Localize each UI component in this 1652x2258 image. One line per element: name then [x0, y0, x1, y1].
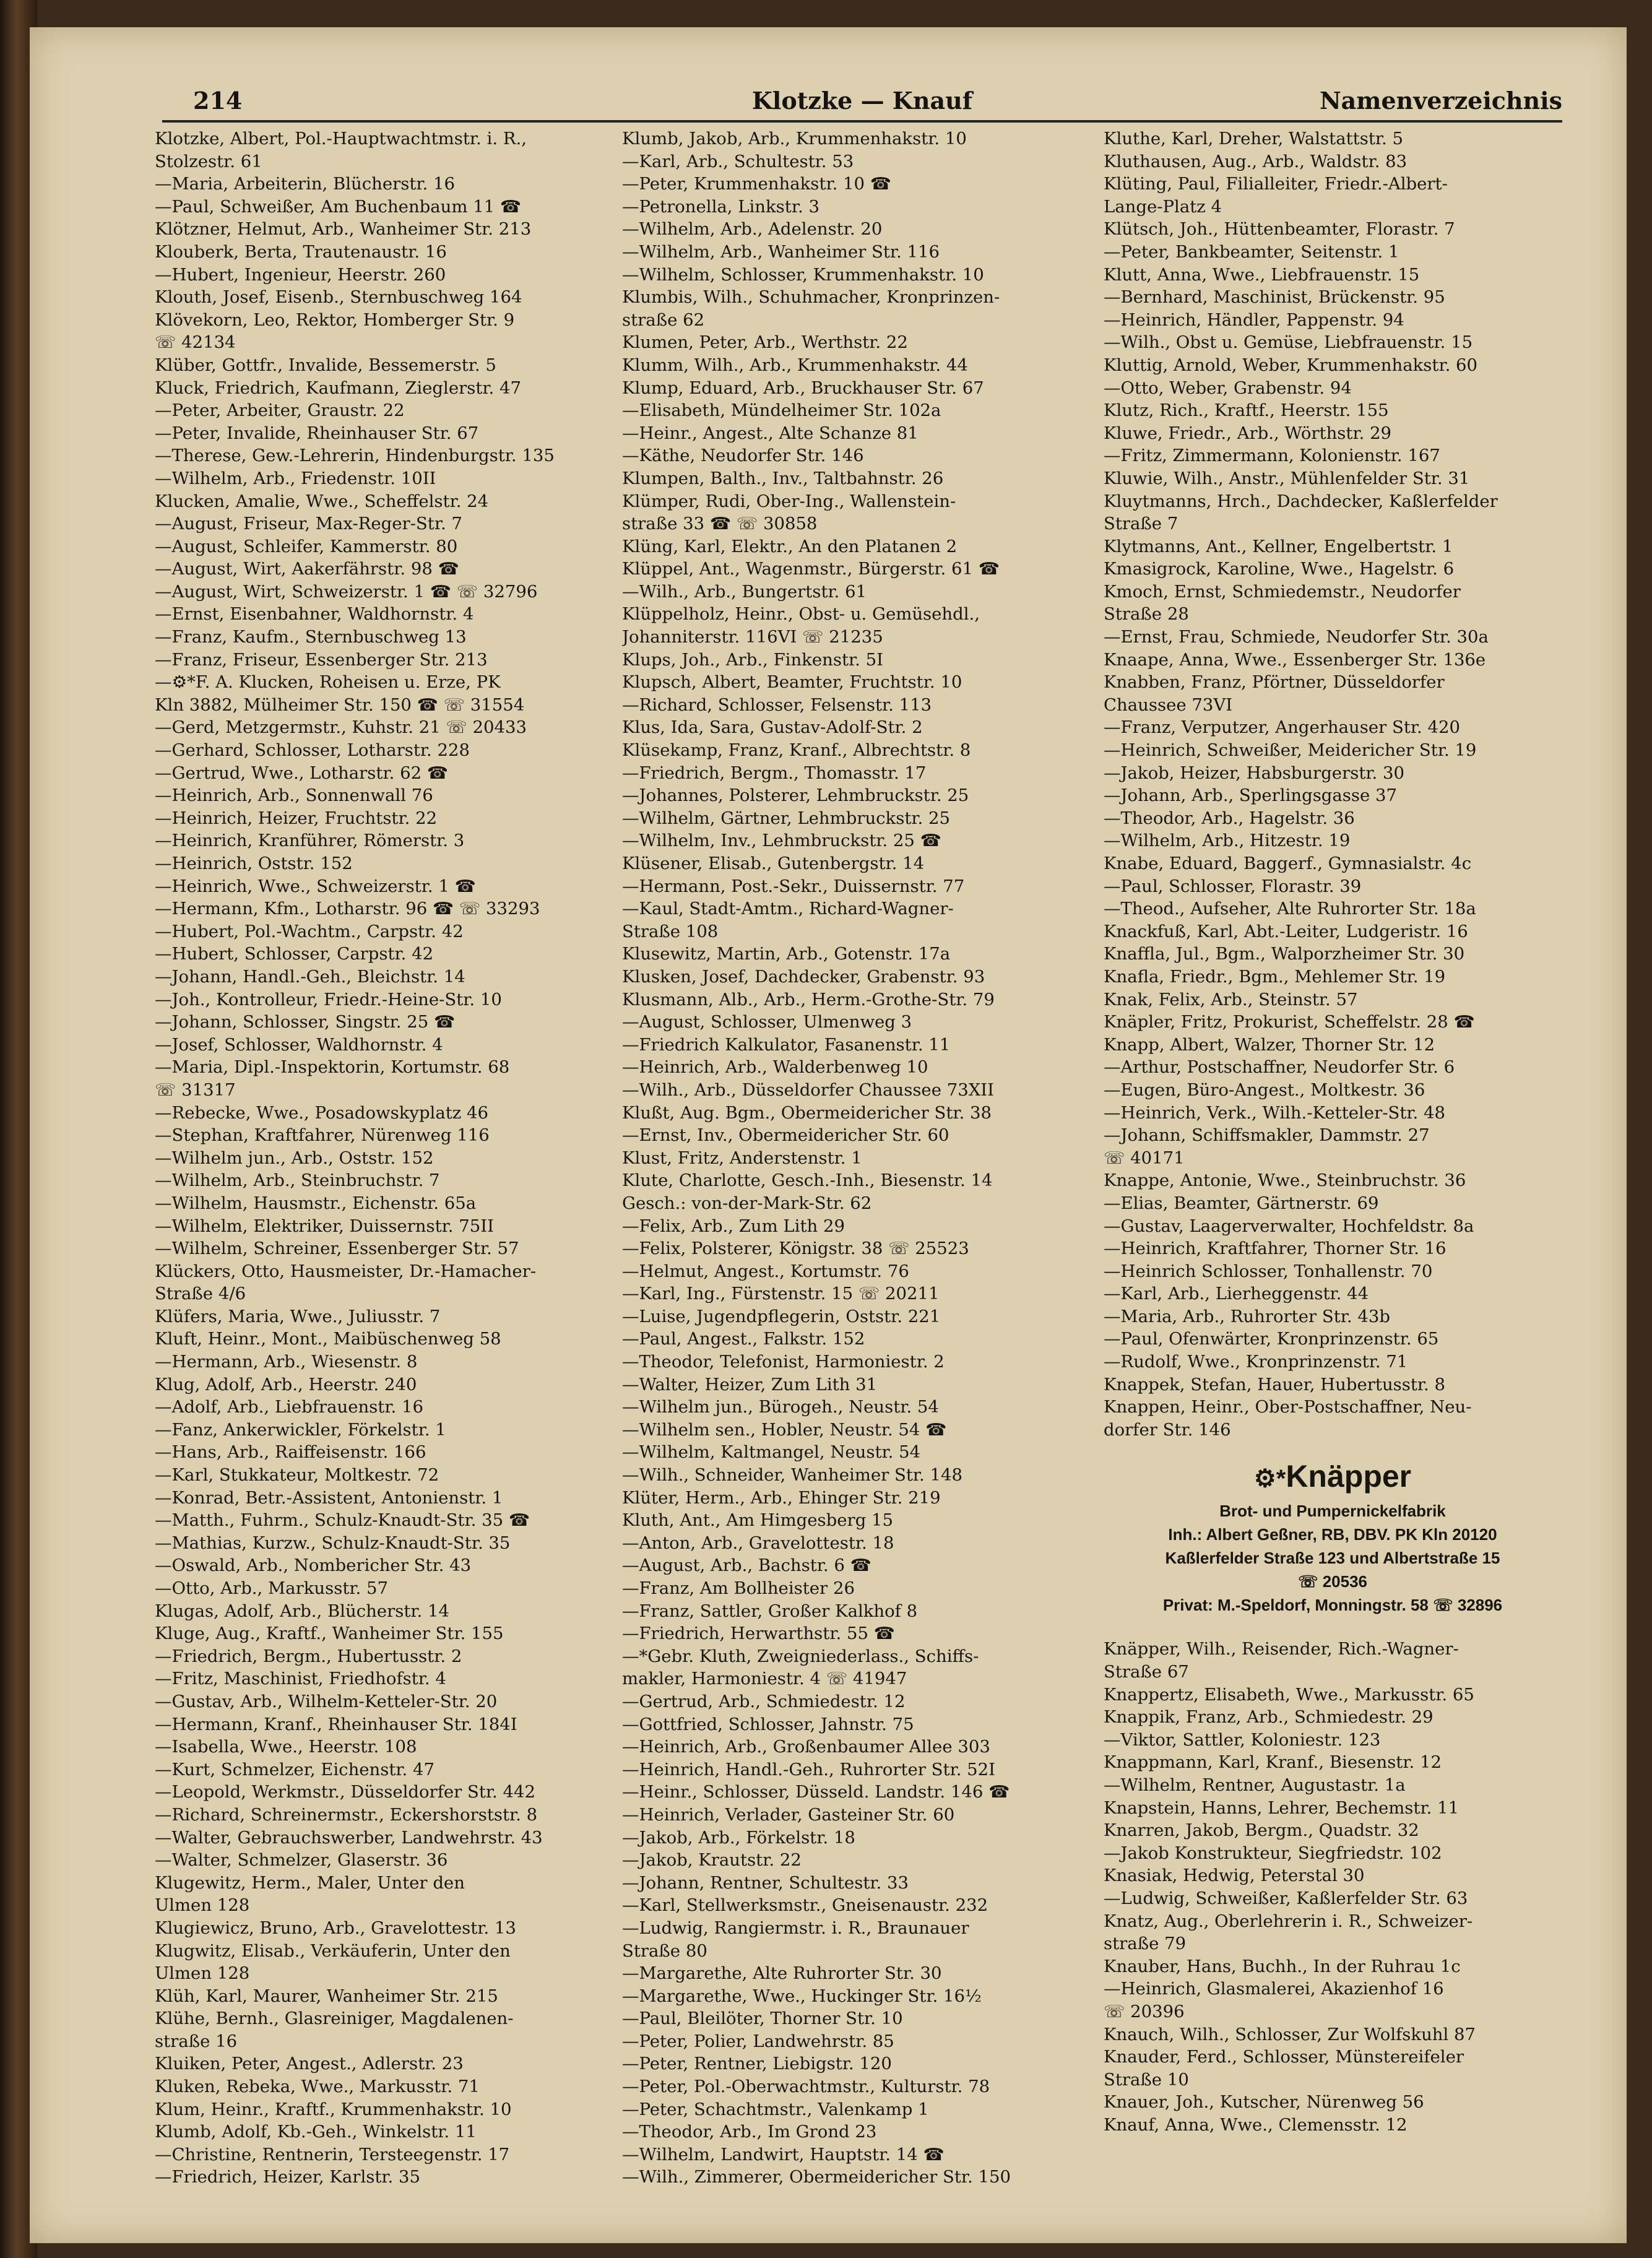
- directory-entry: straße 62: [622, 309, 705, 330]
- directory-entry: —Heinrich, Wwe., Schweizerstr. 1 ☎: [155, 876, 476, 896]
- directory-entry: —Franz, Verputzer, Angerhauser Str. 420: [1104, 717, 1460, 738]
- directory-entry: —Johann, Rentner, Schultestr. 33: [622, 1872, 909, 1893]
- directory-entry: —⚙*F. A. Klucken, Roheisen u. Erze, PK: [155, 672, 501, 693]
- directory-entry: —Heinrich, Verk., Wilh.-Ketteler-Str. 48: [1104, 1102, 1446, 1123]
- directory-entry: —Franz, Am Bollheister 26: [622, 1578, 855, 1598]
- ad-line: Inh.: Albert Geßner, RB, DBV. PK Kln 20120: [1168, 1525, 1497, 1544]
- directory-entry: ☏ 31317: [155, 1079, 236, 1100]
- directory-entry: —Felix, Arb., Zum Lith 29: [622, 1216, 845, 1236]
- directory-entry: Klust, Fritz, Anderstenstr. 1: [622, 1148, 862, 1168]
- directory-entry: —Karl, Arb., Lierheggenstr. 44: [1104, 1284, 1369, 1304]
- directory-entry: —Hermann, Kranf., Rheinhauser Str. 184I: [155, 1714, 517, 1734]
- directory-entry: —Jakob, Arb., Förkelstr. 18: [622, 1827, 855, 1848]
- directory-entry: —Wilhelm, Landwirt, Hauptstr. 14 ☎: [622, 2144, 945, 2165]
- directory-entry: —Heinrich, Arb., Großenbaumer Allee 303: [622, 1737, 990, 1757]
- directory-entry: Kluiken, Peter, Angest., Adlerstr. 23: [155, 2054, 464, 2074]
- directory-entry: —Theodor, Arb., Hagelstr. 36: [1104, 808, 1355, 828]
- directory-entry: Klüppelholz, Heinr., Obst- u. Gemüsehdl.,: [622, 604, 980, 625]
- directory-entry: Knaffla, Jul., Bgm., Walporzheimer Str. 30: [1104, 944, 1465, 964]
- directory-entry: straße 16: [155, 2031, 238, 2051]
- directory-entry: —Heinrich, Verlader, Gasteiner Str. 60: [622, 1804, 955, 1825]
- directory-entry: Straße 10: [1104, 2069, 1189, 2090]
- directory-entry: —Anton, Arb., Gravelottestr. 18: [622, 1533, 894, 1553]
- directory-entry: Klumb, Adolf, Kb.-Geh., Winkelstr. 11: [155, 2122, 477, 2142]
- directory-entry: ☏ 42134: [155, 332, 236, 353]
- directory-entry: —Wilhelm, Rentner, Augustastr. 1a: [1104, 1775, 1406, 1795]
- directory-entry: —Maria, Arbeiterin, Blücherstr. 16: [155, 174, 456, 194]
- directory-entry: —Kurt, Schmelzer, Eichenstr. 47: [155, 1759, 435, 1780]
- directory-entry: Kluthausen, Aug., Arb., Waldstr. 83: [1104, 151, 1408, 171]
- directory-entry: —Adolf, Arb., Liebfrauenstr. 16: [155, 1397, 423, 1417]
- directory-entry: —Wilhelm, Arb., Friedenstr. 10II: [155, 468, 436, 488]
- directory-entry: —Viktor, Sattler, Koloniestr. 123: [1104, 1729, 1381, 1750]
- directory-entry: Kln 3882, Mülheimer Str. 150 ☎ ☏ 31554: [155, 694, 525, 715]
- directory-entry: Kluwie, Wilh., Anstr., Mühlenfelder Str. 31: [1104, 468, 1470, 488]
- directory-entry: Kmoch, Ernst, Schmiedemstr., Neudorfer: [1104, 581, 1461, 602]
- directory-entry: —Theodor, Telefonist, Harmoniestr. 2: [622, 1352, 945, 1372]
- directory-entry: Klusmann, Alb., Arb., Herm.-Grothe-Str. 79: [622, 989, 995, 1010]
- directory-entry: ☏ 40171: [1104, 1148, 1185, 1168]
- directory-entry: —Gottfried, Schlosser, Jahnstr. 75: [622, 1714, 914, 1734]
- directory-entry: —Rudolf, Wwe., Kronprinzenstr. 71: [1104, 1352, 1408, 1372]
- directory-entry: Kluwe, Friedr., Arb., Wörthstr. 29: [1104, 423, 1392, 443]
- knaepper-advertisement: [1104, 1456, 1562, 1617]
- directory-entry: Straße 28: [1104, 604, 1189, 625]
- directory-entry: Klüter, Herm., Arb., Ehinger Str. 219: [622, 1487, 941, 1508]
- directory-entry: —Peter, Bankbeamter, Seitenstr. 1: [1104, 241, 1399, 262]
- directory-entry: —Ernst, Inv., Obermeidericher Str. 60: [622, 1125, 949, 1146]
- directory-entry: Klug, Adolf, Arb., Heerstr. 240: [155, 1374, 417, 1395]
- directory-entry: —Petronella, Linkstr. 3: [622, 196, 820, 217]
- directory-entry: Lange-Platz 4: [1104, 196, 1222, 217]
- directory-entry: Knapstein, Hanns, Lehrer, Bechemstr. 11: [1104, 1797, 1460, 1818]
- directory-entry: —Isabella, Wwe., Heerstr. 108: [155, 1737, 417, 1757]
- directory-entry: —*Gebr. Kluth, Zweigniederlass., Schiffs-: [622, 1646, 979, 1666]
- directory-entry: Knappmann, Karl, Kranf., Biesenstr. 12: [1104, 1752, 1442, 1773]
- directory-entry: —Wilhelm, Schreiner, Essenberger Str. 57: [155, 1239, 519, 1259]
- directory-entry: Klüber, Gottfr., Invalide, Bessemerstr. 5: [155, 355, 496, 375]
- directory-entry: Knäpper, Wilh., Reisender, Rich.-Wagner-: [1104, 1639, 1459, 1659]
- directory-entry: Klute, Charlotte, Gesch.-Inh., Biesenstr. 14: [622, 1170, 993, 1191]
- directory-entry: Ulmen 128: [155, 1963, 250, 1984]
- directory-entry: Klüng, Karl, Elektr., An den Platanen 2: [622, 536, 958, 556]
- directory-entry: —Gerhard, Schlosser, Lotharstr. 228: [155, 740, 470, 761]
- directory-entry: —August, Arb., Bachstr. 6 ☎: [622, 1555, 871, 1576]
- directory-entry: straße 33 ☎ ☏ 30858: [622, 514, 818, 534]
- directory-entry: Chaussee 73VI: [1104, 694, 1233, 715]
- gear-icon: ⚙*: [1253, 1465, 1286, 1493]
- directory-entry: —Margarethe, Alte Ruhrorter Str. 30: [622, 1963, 942, 1984]
- directory-entry: Klumb, Jakob, Arb., Krummenhakstr. 10: [622, 129, 967, 149]
- directory-entry: —Christine, Rentnerin, Tersteegenstr. 17: [155, 2144, 510, 2165]
- directory-entry: Knauber, Hans, Buchh., In der Ruhrau 1c: [1104, 1956, 1461, 1976]
- directory-entry: —Peter, Arbeiter, Graustr. 22: [155, 400, 405, 421]
- directory-entry: Knappik, Franz, Arb., Schmiedestr. 29: [1104, 1707, 1434, 1728]
- directory-entry: —Hermann, Kfm., Lotharstr. 96 ☎ ☏ 33293: [155, 899, 540, 919]
- directory-entry: —Wilh., Arb., Düsseldorfer Chaussee 73XII: [622, 1079, 995, 1100]
- directory-entry: —Otto, Weber, Grabenstr. 94: [1104, 378, 1352, 398]
- directory-entry: —Rebecke, Wwe., Posadowskyplatz 46: [155, 1102, 489, 1123]
- directory-entry: —Walter, Gebrauchswerber, Landwehrstr. 43: [155, 1827, 543, 1848]
- directory-entry: Gesch.: von-der-Mark-Str. 62: [622, 1193, 872, 1213]
- directory-entry: —Hermann, Post.-Sekr., Duissernstr. 77: [622, 876, 965, 896]
- directory-entry: Klutz, Rich., Kraftf., Heerstr. 155: [1104, 400, 1389, 421]
- directory-entry: —Heinrich, Händler, Pappenstr. 94: [1104, 309, 1404, 330]
- directory-entry: Straße 7: [1104, 514, 1178, 534]
- directory-entry: —Elisabeth, Mündelheimer Str. 102a: [622, 400, 941, 421]
- directory-entry: Knäpler, Fritz, Prokurist, Scheffelstr. 28 ☎: [1104, 1012, 1475, 1032]
- directory-entry: —Käthe, Neudorfer Str. 146: [622, 446, 864, 466]
- directory-entry: —Friedrich, Bergm., Thomasstr. 17: [622, 763, 927, 783]
- directory-entry: —Wilhelm sen., Hobler, Neustr. 54 ☎: [622, 1419, 947, 1440]
- directory-entry: Ulmen 128: [155, 1895, 250, 1916]
- directory-entry: —Wilh., Schneider, Wanheimer Str. 148: [622, 1465, 963, 1486]
- directory-entry: Klupsch, Albert, Beamter, Fruchtstr. 10: [622, 672, 962, 693]
- directory-entry: Knarren, Jakob, Bergm., Quadstr. 32: [1104, 1820, 1419, 1841]
- directory-entry: —Wilhelm, Kaltmangel, Neustr. 54: [622, 1442, 921, 1463]
- directory-entry: —Wilhelm, Hausmstr., Eichenstr. 65a: [155, 1193, 477, 1213]
- directory-entry: —Paul, Angest., Falkstr. 152: [622, 1329, 865, 1349]
- directory-entry: Straße 67: [1104, 1662, 1189, 1682]
- directory-entry: Kluttig, Arnold, Weber, Krummenhakstr. 60: [1104, 355, 1478, 375]
- directory-entry: —Peter, Rentner, Liebigstr. 120: [622, 2054, 892, 2074]
- directory-entry: Knapp, Albert, Walzer, Thorner Str. 12: [1104, 1034, 1435, 1055]
- directory-entry: dorfer Str. 146: [1104, 1419, 1231, 1440]
- directory-entry: Knappek, Stefan, Hauer, Hubertusstr. 8: [1104, 1374, 1446, 1395]
- directory-entry: —Franz, Sattler, Großer Kalkhof 8: [622, 1601, 918, 1621]
- ad-line: Brot- und Pumpernickelfabrik: [1219, 1502, 1446, 1521]
- page-number: 214: [193, 87, 243, 115]
- directory-entry: —August, Friseur, Max-Reger-Str. 7: [155, 514, 462, 534]
- directory-entry: —Fanz, Ankerwickler, Förkelstr. 1: [155, 1419, 446, 1440]
- directory-entry: —Friedrich Kalkulator, Fasanenstr. 11: [622, 1034, 951, 1055]
- directory-entry: —Hubert, Ingenieur, Heerstr. 260: [155, 264, 446, 285]
- directory-entry: —Wilh., Zimmerer, Obermeidericher Str. 150: [622, 2167, 1011, 2187]
- directory-entry: —Gertrud, Wwe., Lotharstr. 62 ☎: [155, 763, 449, 783]
- directory-entry: Klups, Joh., Arb., Finkenstr. 5I: [622, 649, 883, 670]
- directory-entry: —Wilhelm jun., Bürogeh., Neustr. 54: [622, 1397, 939, 1417]
- directory-entry: Klumm, Wilh., Arb., Krummenhakstr. 44: [622, 355, 968, 375]
- directory-entry: makler, Harmoniestr. 4 ☏ 41947: [622, 1669, 907, 1689]
- directory-entry: Knauder, Ferd., Schlosser, Münstereifeler: [1104, 2047, 1464, 2067]
- directory-entry: —August, Schleifer, Kammerstr. 80: [155, 536, 458, 556]
- directory-entry: —Helmut, Angest., Kortumstr. 76: [622, 1261, 909, 1281]
- directory-entry: Klum, Heinr., Kraftf., Krummenhakstr. 10: [155, 2099, 512, 2119]
- name-range: Klotzke — Knauf: [751, 87, 973, 115]
- directory-entry: Klugwitz, Elisab., Verkäuferin, Unter den: [155, 1940, 511, 1961]
- directory-entry: Knackfuß, Karl, Abt.-Leiter, Ludgeristr. 16: [1104, 921, 1468, 941]
- directory-entry: —Eugen, Büro-Angest., Moltkestr. 36: [1104, 1079, 1425, 1100]
- directory-entry: Knasiak, Hedwig, Peterstal 30: [1104, 1866, 1365, 1886]
- directory-entry: —Peter, Polier, Landwehrstr. 85: [622, 2031, 894, 2051]
- ad-company-name: ⚙*Knäpper: [1253, 1459, 1412, 1494]
- directory-entry: —Ernst, Eisenbahner, Waldhornstr. 4: [155, 604, 474, 625]
- directory-entry: —Gerd, Metzgermstr., Kuhstr. 21 ☏ 20433: [155, 717, 527, 738]
- directory-entry: —Wilhelm, Arb., Hitzestr. 19: [1104, 831, 1351, 851]
- directory-entry: —Wilh., Arb., Bungertstr. 61: [622, 581, 867, 602]
- column-3: [1104, 128, 1562, 2137]
- directory-entry: Knabe, Eduard, Baggerf., Gymnasialstr. 4c: [1104, 854, 1472, 873]
- column-2: [622, 128, 1080, 2189]
- directory-entry: Klusken, Josef, Dachdecker, Grabenstr. 93: [622, 966, 985, 987]
- directory-entry: —Jakob, Krautstr. 22: [622, 1850, 802, 1871]
- directory-entry: —Johann, Handl.-Geh., Bleichstr. 14: [155, 966, 465, 987]
- directory-entry: —Wilhelm, Elektriker, Duissernstr. 75II: [155, 1216, 494, 1236]
- column-1: [155, 128, 613, 2189]
- directory-entry: —Stephan, Kraftfahrer, Nürenweg 116: [155, 1125, 490, 1146]
- directory-entry: Klüting, Paul, Filialleiter, Friedr.-Albert-: [1104, 174, 1448, 194]
- directory-entry: —August, Schlosser, Ulmenweg 3: [622, 1012, 912, 1032]
- directory-entry: —Heinrich, Kranführer, Römerstr. 3: [155, 831, 465, 851]
- directory-entry: Klückers, Otto, Hausmeister, Dr.-Hamacher-: [155, 1261, 537, 1281]
- directory-entry: Klotzke, Albert, Pol.-Hauptwachtmstr. i. R.,: [155, 129, 527, 149]
- directory-entry: —Heinr., Angest., Alte Schanze 81: [622, 423, 919, 443]
- directory-entry: —Gertrud, Arb., Schmiedestr. 12: [622, 1691, 906, 1711]
- directory-entry: —Franz, Friseur, Essenberger Str. 213: [155, 649, 488, 670]
- directory-entry: —Bernhard, Maschinist, Brückenstr. 95: [1104, 287, 1445, 308]
- directory-entry: —Heinrich, Oststr. 152: [155, 854, 353, 873]
- directory-entry: —Hubert, Schlosser, Carpstr. 42: [155, 944, 434, 964]
- directory-entry: —Konrad, Betr.-Assistent, Antonienstr. 1: [155, 1487, 503, 1508]
- directory-entry: —Heinrich, Heizer, Fruchtstr. 22: [155, 808, 438, 828]
- directory-entry: Klötzner, Helmut, Arb., Wanheimer Str. 213: [155, 219, 532, 240]
- directory-entry: —Wilhelm jun., Arb., Oststr. 152: [155, 1148, 434, 1168]
- directory-entry: —Wilhelm, Arb., Wanheimer Str. 116: [622, 241, 940, 262]
- directory-entry: —Arthur, Postschaffner, Neudorfer Str. 6: [1104, 1057, 1455, 1078]
- directory-entry: —Gustav, Laagerverwalter, Hochfeldstr. 8a: [1104, 1216, 1474, 1236]
- ad-line: Privat: M.-Speldorf, Monningstr. 58 ☏ 32896: [1162, 1596, 1503, 1615]
- directory-entry: —Wilhelm, Inv., Lehmbruckstr. 25 ☎: [622, 831, 941, 851]
- directory-entry: —Karl, Stellwerksmstr., Gneisenaustr. 232: [622, 1895, 988, 1916]
- directory-entry: —Fritz, Zimmermann, Kolonienstr. 167: [1104, 446, 1440, 466]
- directory-entry: —Franz, Kaufm., Sternbuschweg 13: [155, 627, 467, 647]
- directory-entry: Kluft, Heinr., Mont., Maibüschenweg 58: [155, 1329, 501, 1349]
- directory-entry: Kmasigrock, Karoline, Wwe., Hagelstr. 6: [1104, 559, 1455, 579]
- directory-entry: —Johannes, Polsterer, Lehmbruckstr. 25: [622, 785, 969, 806]
- directory-entry: —August, Wirt, Aakerfährstr. 98 ☎: [155, 559, 459, 579]
- directory-entry: Straße 4/6: [155, 1284, 246, 1304]
- directory-entry: Klumpen, Balth., Inv., Taltbahnstr. 26: [622, 468, 944, 488]
- section-title: Namenverzeichnis: [1319, 87, 1562, 115]
- directory-entry: —Hermann, Arb., Wiesenstr. 8: [155, 1352, 418, 1372]
- directory-entry: Klumbis, Wilh., Schuhmacher, Kronprinzen-: [622, 287, 1000, 308]
- directory-entry: Klüsekamp, Franz, Kranf., Albrechtstr. 8: [622, 740, 971, 761]
- ad-line: ☏ 20536: [1297, 1572, 1368, 1591]
- directory-entry: Knappe, Antonie, Wwe., Steinbruchstr. 36: [1104, 1170, 1466, 1191]
- directory-entry: Knauch, Wilh., Schlosser, Zur Wolfskuhl 87: [1104, 2024, 1476, 2044]
- directory-entry: —August, Wirt, Schweizerstr. 1 ☎ ☏ 32796: [155, 581, 538, 602]
- directory-entry: —Peter, Invalide, Rheinhauser Str. 67: [155, 423, 479, 443]
- directory-entry: Knatz, Aug., Oberlehrerin i. R., Schweizer-: [1104, 1911, 1473, 1931]
- directory-entry: —Otto, Arb., Markusstr. 57: [155, 1578, 388, 1598]
- directory-entry: Klumen, Peter, Arb., Werthstr. 22: [622, 332, 908, 353]
- directory-entry: —Luise, Jugendpflegerin, Oststr. 221: [622, 1306, 941, 1326]
- directory-entry: —Maria, Dipl.-Inspektorin, Kortumstr. 68: [155, 1057, 510, 1078]
- directory-entry: —Wilhelm, Arb., Adelenstr. 20: [622, 219, 883, 240]
- directory-entry: Kluken, Rebeka, Wwe., Markusstr. 71: [155, 2077, 480, 2097]
- directory-entry: —Leopold, Werkmstr., Düsseldorfer Str. 442: [155, 1782, 536, 1802]
- directory-entry: Kluth, Ant., Am Himgesberg 15: [622, 1510, 894, 1531]
- directory-entry: Kluge, Aug., Kraftf., Wanheimer Str. 155: [155, 1624, 504, 1644]
- directory-entry: Klütsch, Joh., Hüttenbeamter, Florastr. 7: [1104, 219, 1455, 240]
- directory-entry: —Karl, Ing., Fürstenstr. 15 ☏ 20211: [622, 1284, 940, 1304]
- directory-entry: —Matth., Fuhrm., Schulz-Knaudt-Str. 35 ☎: [155, 1510, 530, 1531]
- directory-entry: Knafla, Friedr., Bgm., Mehlemer Str. 19: [1104, 966, 1446, 987]
- directory-entry: —Joh., Kontrolleur, Friedr.-Heine-Str. 10: [155, 989, 502, 1010]
- directory-entry: —Heinrich, Glasmalerei, Akazienhof 16: [1104, 1979, 1444, 1999]
- directory-entry: Knauf, Anna, Wwe., Clemensstr. 12: [1104, 2114, 1408, 2135]
- directory-entry: —Jakob, Heizer, Habsburgerstr. 30: [1104, 763, 1404, 783]
- directory-entry: —Heinrich, Handl.-Geh., Ruhrorter Str. 52I: [622, 1759, 996, 1780]
- directory-entry: —Walter, Heizer, Zum Lith 31: [622, 1374, 878, 1395]
- directory-entry: —Oswald, Arb., Nombericher Str. 43: [155, 1555, 472, 1576]
- directory-entry: —Paul, Ofenwärter, Kronprinzenstr. 65: [1104, 1329, 1439, 1349]
- directory-entry: —Wilhelm, Arb., Steinbruchstr. 7: [155, 1170, 440, 1191]
- directory-entry: —Paul, Schlosser, Florastr. 39: [1104, 876, 1362, 896]
- directory-entry: Straße 108: [622, 921, 719, 941]
- directory-entry: —Heinrich, Schweißer, Meidericher Str. 19: [1104, 740, 1477, 761]
- directory-entry: ☏ 20396: [1104, 2001, 1185, 2022]
- directory-entry: Klugas, Adolf, Arb., Blücherstr. 14: [155, 1601, 449, 1621]
- directory-entry: —Theodor, Arb., Im Grond 23: [622, 2122, 877, 2142]
- directory-entry: —Gustav, Arb., Wilhelm-Ketteler-Str. 20: [155, 1691, 498, 1711]
- directory-entry: —Kaul, Stadt-Amtm., Richard-Wagner-: [622, 899, 954, 919]
- directory-entry: —Theod., Aufseher, Alte Ruhrorter Str. 18a: [1104, 899, 1476, 919]
- directory-entry: Klüh, Karl, Maurer, Wanheimer Str. 215: [155, 1986, 498, 2006]
- directory-entry: —Felix, Polsterer, Königstr. 38 ☏ 25523: [622, 1239, 969, 1259]
- directory-entry: —Friedrich, Heizer, Karlstr. 35: [155, 2167, 421, 2187]
- directory-entry: Knappertz, Elisabeth, Wwe., Markusstr. 65: [1104, 1684, 1474, 1705]
- directory-entry: —Friedrich, Bergm., Hubertusstr. 2: [155, 1646, 462, 1666]
- directory-entry: Klusewitz, Martin, Arb., Gotenstr. 17a: [622, 944, 951, 964]
- directory-entry: Knauer, Joh., Kutscher, Nürenweg 56: [1104, 2092, 1424, 2113]
- directory-entry: Kluytmanns, Hrch., Dachdecker, Kaßlerfelder: [1104, 491, 1498, 511]
- directory-entry: Klüsener, Elisab., Gutenbergstr. 14: [622, 854, 925, 873]
- directory-entry: —Wilhelm, Gärtner, Lehmbruckstr. 25: [622, 808, 950, 828]
- directory-entry: —Therese, Gew.-Lehrerin, Hindenburgstr. 135: [155, 446, 555, 466]
- directory-entry: Klüppel, Ant., Wagenmstr., Bürgerstr. 61 ☎: [622, 559, 1000, 579]
- directory-entry: —Johann, Schlosser, Singstr. 25 ☎: [155, 1012, 456, 1032]
- directory-entry: Kluthe, Karl, Dreher, Walstattstr. 5: [1104, 129, 1403, 149]
- directory-entry: —Hans, Arb., Raiffeisenstr. 166: [155, 1442, 426, 1463]
- directory-entry: Klouberk, Berta, Trautenaustr. 16: [155, 241, 447, 262]
- directory-entry: Klytmanns, Ant., Kellner, Engelbertstr. 1: [1104, 536, 1453, 556]
- directory-entry: Klus, Ida, Sara, Gustav-Adolf-Str. 2: [622, 717, 923, 738]
- directory-entry: Knabben, Franz, Pförtner, Düsseldorfer: [1104, 672, 1445, 693]
- directory-entry: Knaape, Anna, Wwe., Essenberger Str. 136e: [1104, 649, 1486, 670]
- directory-entry: —Fritz, Maschinist, Friedhofstr. 4: [155, 1669, 446, 1689]
- directory-entry: —Paul, Schweißer, Am Buchenbaum 11 ☎: [155, 196, 522, 217]
- directory-entry: —Heinrich, Arb., Walderbenweg 10: [622, 1057, 928, 1078]
- directory-entry: —Mathias, Kurzw., Schulz-Knaudt-Str. 35: [155, 1533, 511, 1553]
- directory-entry: —Johann, Schiffsmakler, Dammstr. 27: [1104, 1125, 1430, 1146]
- directory-entry: —Wilh., Obst u. Gemüse, Liebfrauenstr. 15: [1104, 332, 1473, 353]
- directory-entry: —Peter, Pol.-Oberwachtmstr., Kulturstr. 78: [622, 2077, 990, 2097]
- directory-entry: Klutt, Anna, Wwe., Liebfrauenstr. 15: [1104, 264, 1420, 285]
- page-header: [162, 77, 1562, 123]
- directory-entry: —Jakob Konstrukteur, Siegfriedstr. 102: [1104, 1843, 1442, 1863]
- directory-entry: Klüfers, Maria, Wwe., Juliusstr. 7: [155, 1306, 441, 1326]
- directory-entry: —Peter, Krummenhakstr. 10 ☎: [622, 174, 892, 194]
- directory-entry: —Ludwig, Rangiermstr. i. R., Braunauer: [622, 1918, 969, 1938]
- directory-entry: Klühe, Bernh., Glasreiniger, Magdalenen-: [155, 2009, 514, 2029]
- directory-entry: —Friedrich, Herwarthstr. 55 ☎: [622, 1624, 895, 1644]
- directory-entry: —Josef, Schlosser, Waldhornstr. 4: [155, 1034, 443, 1055]
- directory-entry: Klouth, Josef, Eisenb., Sternbuschweg 164: [155, 287, 522, 308]
- directory-entry: —Richard, Schlosser, Felsenstr. 113: [622, 694, 932, 715]
- ad-line: Kaßlerfelder Straße 123 und Albertstraße 15: [1165, 1549, 1500, 1568]
- directory-entry: Straße 80: [622, 1940, 707, 1961]
- directory-entry: —Ludwig, Schweißer, Kaßlerfelder Str. 63: [1104, 1888, 1468, 1908]
- directory-entry: —Hubert, Pol.-Wachtm., Carpstr. 42: [155, 921, 464, 941]
- directory-entry: Johanniterstr. 116VI ☏ 21235: [622, 627, 883, 647]
- directory-entry: Klugiewicz, Bruno, Arb., Gravelottestr. 13: [155, 1918, 516, 1938]
- directory-entry: —Paul, Bleilöter, Thorner Str. 10: [622, 2009, 903, 2029]
- directory-entry: —Margarethe, Wwe., Huckinger Str. 16½: [622, 1986, 982, 2006]
- directory-entry: Klucken, Amalie, Wwe., Scheffelstr. 24: [155, 491, 489, 511]
- directory-entry: —Walter, Schmelzer, Glaserstr. 36: [155, 1850, 448, 1871]
- directory-entry: —Wilhelm, Schlosser, Krummenhakstr. 10: [622, 264, 984, 285]
- directory-entry: —Richard, Schreinermstr., Eckershorststr. 8: [155, 1804, 538, 1825]
- directory-entry: Knak, Felix, Arb., Steinstr. 57: [1104, 989, 1358, 1010]
- directory-entry: Klövekorn, Leo, Rektor, Homberger Str. 9: [155, 309, 515, 330]
- directory-entry: Klümper, Rudi, Ober-Ing., Wallenstein-: [622, 491, 956, 511]
- directory-entry: —Heinr., Schlosser, Düsseld. Landstr. 146 ☎: [622, 1782, 1010, 1802]
- directory-entry: —Ernst, Frau, Schmiede, Neudorfer Str. 30a: [1104, 627, 1489, 647]
- directory-entry: —Maria, Arb., Ruhrorter Str. 43b: [1104, 1306, 1390, 1326]
- directory-entry: —Peter, Schachtmstr., Valenkamp 1: [622, 2099, 929, 2119]
- directory-entry: —Elias, Beamter, Gärtnerstr. 69: [1104, 1193, 1379, 1213]
- directory-entry: Klump, Eduard, Arb., Bruckhauser Str. 67: [622, 378, 984, 398]
- directory-entry: Kluck, Friedrich, Kaufmann, Zieglerstr. 47: [155, 378, 522, 398]
- directory-entry: Stolzestr. 61: [155, 151, 262, 171]
- directory-entry: —Heinrich, Arb., Sonnenwall 76: [155, 785, 433, 806]
- directory-entry: —Karl, Arb., Schultestr. 53: [622, 151, 854, 171]
- directory-entry: —Heinrich Schlosser, Tonhallenstr. 70: [1104, 1261, 1433, 1281]
- directory-entry: Knappen, Heinr., Ober-Postschaffner, Neu-: [1104, 1397, 1472, 1417]
- directory-entry: —Johann, Arb., Sperlingsgasse 37: [1104, 785, 1398, 806]
- directory-entry: Klugewitz, Herm., Maler, Unter den: [155, 1872, 465, 1893]
- directory-entry: —Heinrich, Kraftfahrer, Thorner Str. 16: [1104, 1239, 1447, 1259]
- directory-entry: —Karl, Stukkateur, Moltkestr. 72: [155, 1465, 439, 1486]
- directory-entry: Klußt, Aug. Bgm., Obermeidericher Str. 38: [622, 1102, 992, 1123]
- directory-entry: straße 79: [1104, 1934, 1187, 1954]
